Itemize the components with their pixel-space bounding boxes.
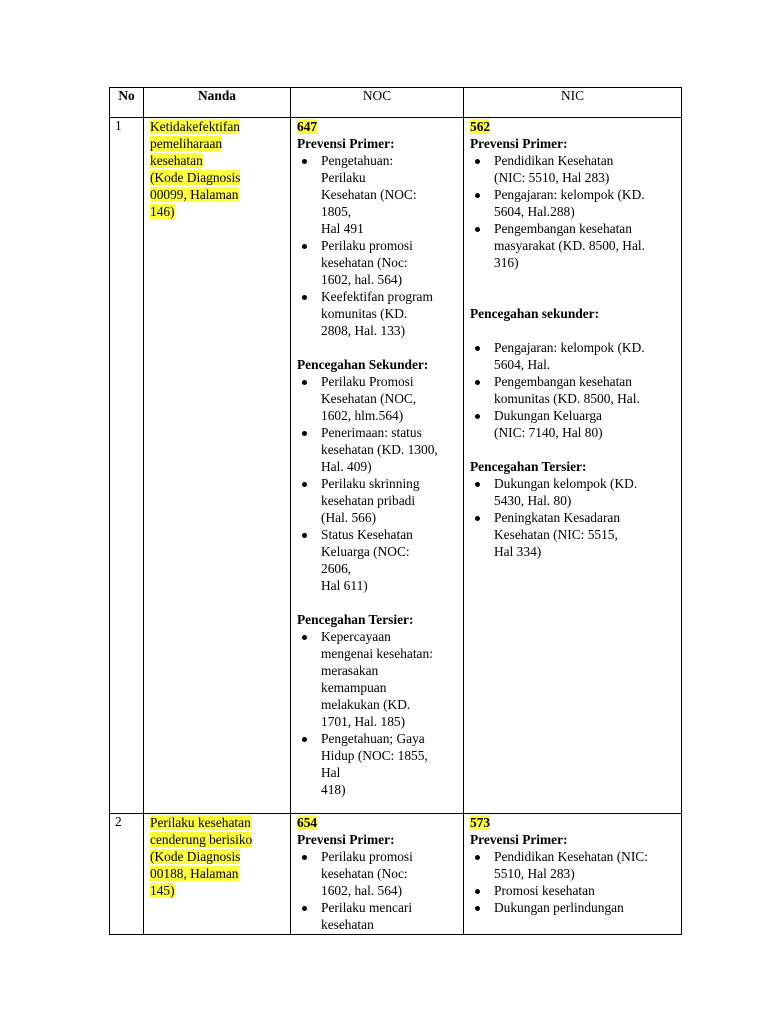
row-2-nic-cell xyxy=(470,814,648,916)
nanda-line xyxy=(150,848,252,865)
bullet-text: 1602, hal. 564) xyxy=(321,272,403,287)
bullet-icon xyxy=(475,482,480,487)
code-number: 573 xyxy=(470,815,491,830)
bullet-continuation xyxy=(297,441,438,458)
bullet-item xyxy=(297,237,438,254)
bullet-continuation xyxy=(297,679,438,696)
blank-line xyxy=(297,339,438,356)
bullet-continuation xyxy=(297,407,438,424)
bullet-continuation xyxy=(470,424,645,441)
bullet-icon xyxy=(302,737,307,742)
bullet-continuation xyxy=(297,696,438,713)
bullet-text: Pengajaran: kelompok (KD. xyxy=(494,340,645,355)
highlighted-text: (Kode Diagnosis xyxy=(150,170,241,185)
bullet-continuation xyxy=(297,747,438,764)
header-no: No xyxy=(118,88,135,103)
bullet-text: Status Kesehatan xyxy=(321,527,413,542)
nanda-line xyxy=(150,135,240,152)
highlighted-text: cenderung berisiko xyxy=(150,832,253,847)
bullet-icon xyxy=(302,244,307,249)
bullet-icon xyxy=(302,159,307,164)
highlighted-text: pemeliharaan xyxy=(150,136,223,151)
bullet-continuation xyxy=(297,458,438,475)
section-title-text: Pencegahan Tersier: xyxy=(470,459,587,474)
bullet-continuation xyxy=(297,764,438,781)
bullet-icon xyxy=(302,533,307,538)
bullet-continuation xyxy=(297,543,438,560)
bullet-continuation xyxy=(470,543,645,560)
header-nanda: Nanda xyxy=(198,88,236,103)
bullet-text: Kesehatan (NOC, xyxy=(321,391,417,406)
bullet-continuation xyxy=(297,169,438,186)
row-1-nanda-cell xyxy=(150,118,240,220)
bullet-text: komunitas (KD. 8500, Hal. xyxy=(494,391,640,406)
bullet-text: 5430, Hal. 80) xyxy=(494,493,572,508)
bullet-text: Peningkatan Kesadaran xyxy=(494,510,621,525)
bullet-text: 5604, Hal. xyxy=(494,357,551,372)
bullet-text: Kesehatan (NOC: xyxy=(321,187,417,202)
bullet-text: kesehatan (KD. 1300, xyxy=(321,442,438,457)
bullet-text: komunitas (KD. xyxy=(321,306,408,321)
row-2-number: 2 xyxy=(115,814,122,829)
section-title-text: Pencegahan Tersier: xyxy=(297,612,414,627)
bullet-icon xyxy=(475,855,480,860)
bullet-continuation xyxy=(470,169,645,186)
bullet-continuation xyxy=(297,492,438,509)
bullet-item xyxy=(470,899,648,916)
bullet-text: Pengembangan kesehatan xyxy=(494,374,632,389)
bullet-icon xyxy=(302,431,307,436)
highlighted-text: 00188, Halaman xyxy=(150,866,239,881)
section-title xyxy=(470,458,645,475)
blank-line xyxy=(470,271,645,288)
blank-line xyxy=(470,322,645,339)
bullet-text: Perilaku Promosi xyxy=(321,374,414,389)
bullet-continuation xyxy=(297,203,438,220)
bullet-text: Hal 491 xyxy=(321,221,364,236)
row-2-nanda-cell xyxy=(150,814,252,899)
bullet-text: 5510, Hal 283) xyxy=(494,866,575,881)
bullet-text: Hal 334) xyxy=(494,544,542,559)
bullet-text: Kepercayaan xyxy=(321,629,391,644)
bullet-continuation xyxy=(297,254,438,271)
bullet-continuation xyxy=(297,560,438,577)
bullet-text: (NIC: 5510, Hal 283) xyxy=(494,170,610,185)
bullet-item xyxy=(297,730,438,747)
code-number: 562 xyxy=(470,119,491,134)
nanda-line xyxy=(150,865,252,882)
bullet-text: Pengetahuan; Gaya xyxy=(321,731,425,746)
bullet-text: Dukungan perlindungan xyxy=(494,900,624,915)
bullet-continuation xyxy=(470,492,645,509)
highlighted-text: kesehatan xyxy=(150,153,203,168)
bullet-icon xyxy=(475,516,480,521)
bullet-item xyxy=(470,509,645,526)
bullet-text: Perilaku xyxy=(321,170,366,185)
bullet-text: 5604, Hal.288) xyxy=(494,204,575,219)
bullet-item xyxy=(470,186,645,203)
bullet-text: Pengembangan kesehatan xyxy=(494,221,632,236)
bullet-icon xyxy=(302,380,307,385)
bullet-icon xyxy=(475,889,480,894)
bullet-continuation xyxy=(470,865,648,882)
highlighted-text: (Kode Diagnosis xyxy=(150,849,241,864)
bullet-icon xyxy=(302,295,307,300)
bullet-text: Pendidikan Kesehatan (NIC: xyxy=(494,849,648,864)
section-title-text: Prevensi Primer: xyxy=(470,136,568,151)
bullet-text: kesehatan pribadi xyxy=(321,493,416,508)
bullet-text: 418) xyxy=(321,782,346,797)
bullet-icon xyxy=(302,482,307,487)
bullet-continuation xyxy=(297,271,438,288)
bullet-text: 1805, xyxy=(321,204,352,219)
section-title-text: Prevensi Primer: xyxy=(470,832,568,847)
bullet-text: masyarakat (KD. 8500, Hal. xyxy=(494,238,645,253)
bullet-text: Keefektifan program xyxy=(321,289,433,304)
bullet-icon xyxy=(475,414,480,419)
row-1-nic-cell xyxy=(470,118,645,560)
bullet-item xyxy=(470,152,645,169)
row-2-noc-cell xyxy=(297,814,413,933)
blank-line xyxy=(470,441,645,458)
row-1-number: 1 xyxy=(115,118,122,133)
bullet-text: 2808, Hal. 133) xyxy=(321,323,406,338)
bullet-continuation xyxy=(470,203,645,220)
nanda-line xyxy=(150,186,240,203)
bullet-continuation xyxy=(297,916,413,933)
bullet-item xyxy=(470,339,645,356)
bullet-item xyxy=(470,475,645,492)
section-title-text: Pencegahan sekunder: xyxy=(470,306,600,321)
nanda-line xyxy=(150,203,240,220)
section-title xyxy=(297,356,438,373)
code-number: 654 xyxy=(297,815,318,830)
bullet-item xyxy=(297,848,413,865)
nanda-line xyxy=(150,169,240,186)
bullet-text: kesehatan (Noc: xyxy=(321,866,408,881)
bullet-text: 1701, Hal. 185) xyxy=(321,714,406,729)
highlighted-text: 146) xyxy=(150,204,175,219)
bullet-text: (NIC: 7140, Hal 80) xyxy=(494,425,603,440)
bullet-text: Hal 611) xyxy=(321,578,368,593)
bullet-continuation xyxy=(297,322,438,339)
bullet-continuation xyxy=(297,577,438,594)
bullet-text: Perilaku mencari xyxy=(321,900,413,915)
bullet-text: Pendidikan Kesehatan xyxy=(494,153,614,168)
bullet-continuation xyxy=(470,254,645,271)
blank-line xyxy=(470,288,645,305)
bullet-text: merasakan xyxy=(321,663,379,678)
bullet-continuation xyxy=(297,645,438,662)
section-title xyxy=(470,831,648,848)
bullet-icon xyxy=(302,906,307,911)
bullet-item xyxy=(297,373,438,390)
noc-code xyxy=(297,814,413,831)
bullet-continuation xyxy=(297,865,413,882)
bullet-text: Perilaku skrinning xyxy=(321,476,420,491)
bullet-item xyxy=(297,899,413,916)
bullet-text: Penerimaan: status xyxy=(321,425,422,440)
bullet-continuation xyxy=(470,390,645,407)
bullet-item xyxy=(470,848,648,865)
bullet-item xyxy=(297,152,438,169)
bullet-text: Perilaku promosi xyxy=(321,238,413,253)
bullet-item xyxy=(470,373,645,390)
bullet-continuation xyxy=(297,662,438,679)
bullet-icon xyxy=(475,159,480,164)
section-title xyxy=(297,611,438,628)
bullet-text: Pengajaran: kelompok (KD. xyxy=(494,187,645,202)
bullet-text: Pengetahuan: xyxy=(321,153,394,168)
blank-line xyxy=(297,594,438,611)
nanda-line xyxy=(150,814,252,831)
bullet-text: Hal. 409) xyxy=(321,459,372,474)
highlighted-text: 00099, Halaman xyxy=(150,187,239,202)
nanda-line xyxy=(150,882,252,899)
noc-code xyxy=(297,118,438,135)
bullet-continuation xyxy=(297,305,438,322)
section-title xyxy=(470,135,645,152)
bullet-text: Keluarga (NOC: xyxy=(321,544,410,559)
bullet-item xyxy=(297,288,438,305)
bullet-continuation xyxy=(297,220,438,237)
bullet-text: Kesehatan (NIC: 5515, xyxy=(494,527,618,542)
highlighted-text: 145) xyxy=(150,883,175,898)
bullet-continuation xyxy=(470,526,645,543)
bullet-continuation xyxy=(297,186,438,203)
bullet-continuation xyxy=(470,237,645,254)
bullet-text: Dukungan kelompok (KD. xyxy=(494,476,638,491)
bullet-text: (Hal. 566) xyxy=(321,510,377,525)
highlighted-text: Perilaku kesehatan xyxy=(150,815,251,830)
bullet-icon xyxy=(475,346,480,351)
nic-code xyxy=(470,118,645,135)
bullet-text: Promosi kesehatan xyxy=(494,883,595,898)
bullet-text: 1602, hlm.564) xyxy=(321,408,404,423)
bullet-icon xyxy=(475,193,480,198)
row-1-noc-cell xyxy=(297,118,438,798)
bullet-text: kesehatan (Noc: xyxy=(321,255,408,270)
bullet-icon xyxy=(475,380,480,385)
bullet-item xyxy=(470,882,648,899)
section-title-text: Pencegahan Sekunder: xyxy=(297,357,429,372)
section-title xyxy=(297,831,413,848)
nic-code xyxy=(470,814,648,831)
bullet-text: kemampuan xyxy=(321,680,387,695)
nanda-line xyxy=(150,831,252,848)
section-title-text: Prevensi Primer: xyxy=(297,136,395,151)
bullet-item xyxy=(470,220,645,237)
bullet-text: Hal xyxy=(321,765,341,780)
bullet-text: melakukan (KD. xyxy=(321,697,411,712)
bullet-icon xyxy=(302,855,307,860)
nanda-line xyxy=(150,152,240,169)
code-number: 647 xyxy=(297,119,318,134)
bullet-text: Perilaku promosi xyxy=(321,849,413,864)
bullet-icon xyxy=(475,906,480,911)
bullet-text: 1602, hal. 564) xyxy=(321,883,403,898)
bullet-continuation xyxy=(297,882,413,899)
bullet-item xyxy=(297,475,438,492)
bullet-icon xyxy=(475,227,480,232)
bullet-text: mengenai kesehatan: xyxy=(321,646,433,661)
bullet-text: kesehatan xyxy=(321,917,374,932)
bullet-continuation xyxy=(297,509,438,526)
bullet-continuation xyxy=(297,713,438,730)
bullet-continuation xyxy=(470,356,645,373)
highlighted-text: Ketidakefektifan xyxy=(150,119,240,134)
bullet-item xyxy=(297,526,438,543)
section-title-text: Prevensi Primer: xyxy=(297,832,395,847)
bullet-icon xyxy=(302,635,307,640)
bullet-text: Dukungan Keluarga xyxy=(494,408,602,423)
header-noc: NOC xyxy=(362,88,392,103)
bullet-text: 316) xyxy=(494,255,519,270)
header-nic: NIC xyxy=(560,88,585,103)
bullet-continuation xyxy=(297,781,438,798)
bullet-text: Hidup (NOC: 1855, xyxy=(321,748,428,763)
section-title xyxy=(470,305,645,322)
bullet-item xyxy=(297,424,438,441)
bullet-item xyxy=(297,628,438,645)
nanda-line xyxy=(150,118,240,135)
bullet-continuation xyxy=(297,390,438,407)
bullet-text: 2606, xyxy=(321,561,352,576)
bullet-item xyxy=(470,407,645,424)
section-title xyxy=(297,135,438,152)
